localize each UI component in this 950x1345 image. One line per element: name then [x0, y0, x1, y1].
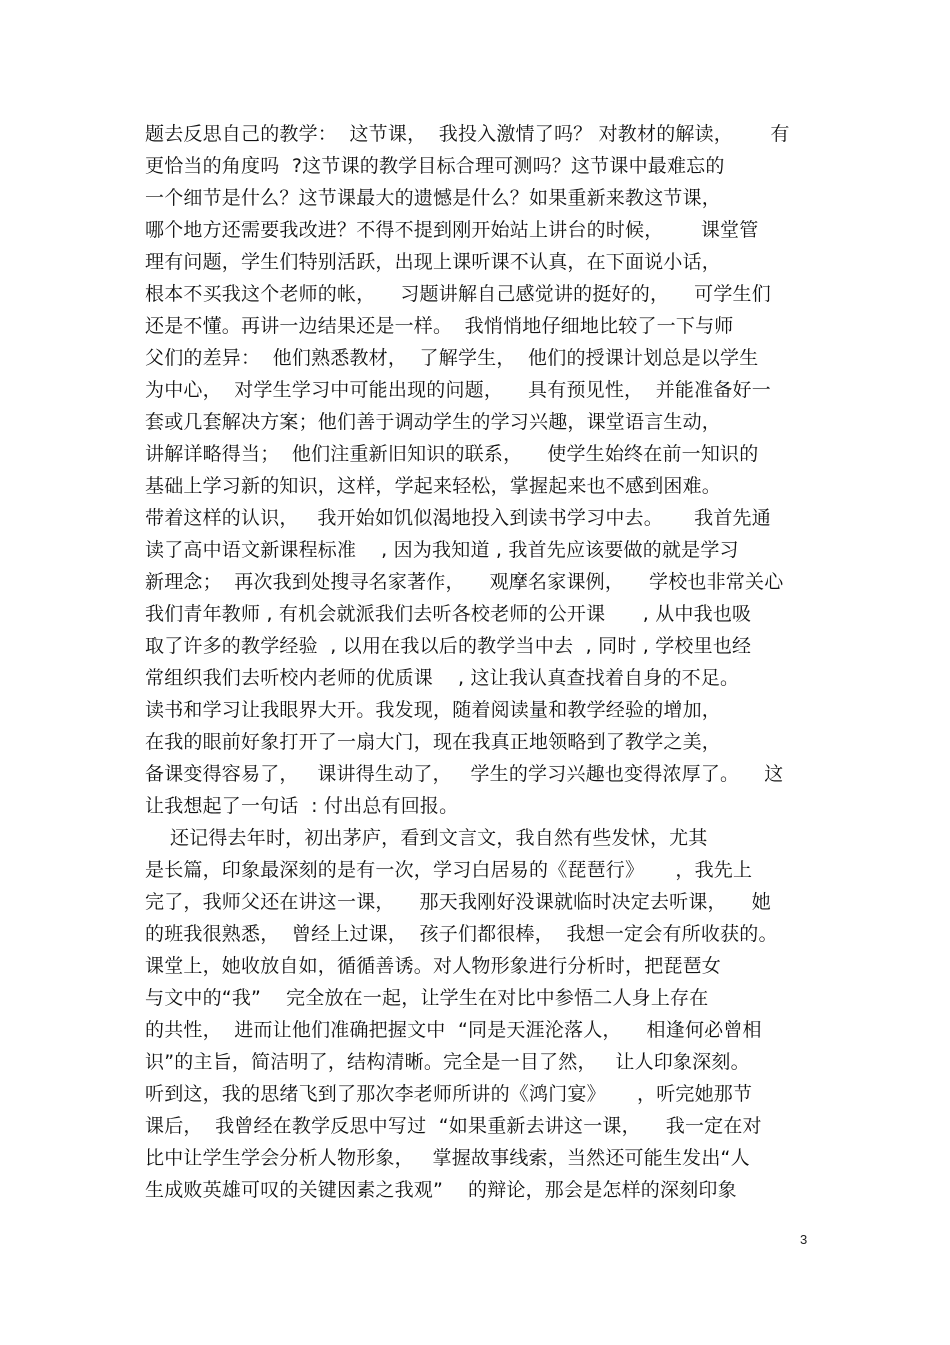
body-text [145, 118, 810, 1206]
text-line: 读了高中语文新课程标准 , 因为我知道 , 我首先应该要做的就是学习 [145, 539, 739, 561]
text-line: 识”的主旨，简洁明了，结构清晰。完全是一目了然， 让人印象深刻。 [145, 1051, 750, 1073]
text-line: 生成败英雄可叹的关键因素之我观” 的辩论，那会是怎样的深刻印象 [145, 1179, 737, 1201]
text-line: 常组织我们去听校内老师的优质课 , 这让我认真查找着自身的不足。 [145, 667, 740, 689]
text-line: 为中心， 对学生学习中可能出现的问题， 具有预见性， 并能准备好一 [145, 379, 771, 401]
text-line: 题去反思自己的教学： 这节课， 我投入激情了吗？ 对教材的解读， 有 [145, 123, 790, 145]
text-line: 读书和学习让我眼界大开。我发现，随着阅读量和教学经验的增加， [145, 699, 722, 721]
text-line: 基础上学习新的知识，这样，学起来轻松，掌握起来也不感到困难。 [145, 475, 722, 497]
text-line: 套或几套解决方案；他们善于调动学生的学习兴趣，课堂语言生动， [145, 411, 722, 433]
text-line: 听到这，我的思绪飞到了那次李老师所讲的《鸿门宴》 ，听完她那节 [145, 1083, 753, 1105]
text-line: 父们的差异： 他们熟悉教材， 了解学生， 他们的授课计划总是以学生 [145, 347, 759, 369]
text-line: 是长篇，印象最深刻的是有一次，学习白居易的《琵琶行》 ，我先上 [145, 859, 753, 881]
text-line: 与文中的“我” 完全放在一起，让学生在对比中参悟二人身上存在 [145, 987, 709, 1009]
text-line: 让我想起了一句话 : 付出总有回报。 [145, 795, 459, 817]
text-line: 理有问题，学生们特别活跃，出现上课听课不认真，在下面说小话， [145, 251, 722, 273]
text-line: 在我的眼前好象打开了一扇大门，现在我真正地领略到了教学之美， [145, 731, 722, 753]
text-line: 比中让学生学会分析人物形象， 掌握故事线索，当然还可能生发出“人 [145, 1147, 750, 1169]
text-line: 哪个地方还需要我改进？不得不提到刚开始站上讲台的时候， 课堂管 [145, 219, 759, 241]
text-line: 更恰当的角度吗 ?这节课的教学目标合理可测吗？这节课中最难忘的 [145, 155, 725, 177]
text-line: 新理念； 再次我到处搜寻名家著作， 观摩名家课例， 学校也非常关心 [145, 571, 784, 593]
text-line: 的班我很熟悉， 曾经上过课， 孩子们都很棒， 我想一定会有所收获的。 [145, 923, 778, 945]
text-line: 我们青年教师 , 有机会就派我们去听各校老师的公开课 , 从中我也吸 [145, 603, 752, 625]
text-line: 还是不懂。再讲一边结果还是一样。 我悄悄地仔细地比较了一下与师 [145, 315, 734, 337]
text-line: 课后， 我曾经在教学反思中写过 “如果重新去讲这一课， 我一定在对 [145, 1115, 762, 1137]
text-line: 的共性， 进而让他们准确把握文中 “同是天涯沦落人， 相逢何必曾相 [145, 1019, 762, 1041]
text-line: 一个细节是什么？这节课最大的遗憾是什么？如果重新来教这节课， [145, 187, 722, 209]
text-line: 讲解详略得当； 他们注重新旧知识的联系， 使学生始终在前一知识的 [145, 443, 759, 465]
text-line: 取了许多的教学经验 , 以用在我以后的教学当中去 , 同时 , 学校里也经 [145, 635, 752, 657]
page-number: 3 [800, 1232, 808, 1247]
text-line: 根本不买我这个老师的帐， 习题讲解自己感觉讲的挺好的， 可学生们 [145, 283, 771, 305]
text-line: 备课变得容易了， 课讲得生动了， 学生的学习兴趣也变得浓厚了。 这 [145, 763, 784, 785]
text-line: 完了，我师父还在讲这一课， 那天我刚好没课就临时决定去听课， 她 [145, 891, 771, 913]
text-line: 还记得去年时，初出茅庐，看到文言文，我自然有些发怵，尤其 [145, 827, 708, 849]
text-line: 课堂上，她收放自如，循循善诱。对人物形象进行分析时，把琵琶女 [145, 955, 722, 977]
text-line: 带着这样的认识， 我开始如饥似渴地投入到读书学习中去。 我首先通 [145, 507, 771, 529]
